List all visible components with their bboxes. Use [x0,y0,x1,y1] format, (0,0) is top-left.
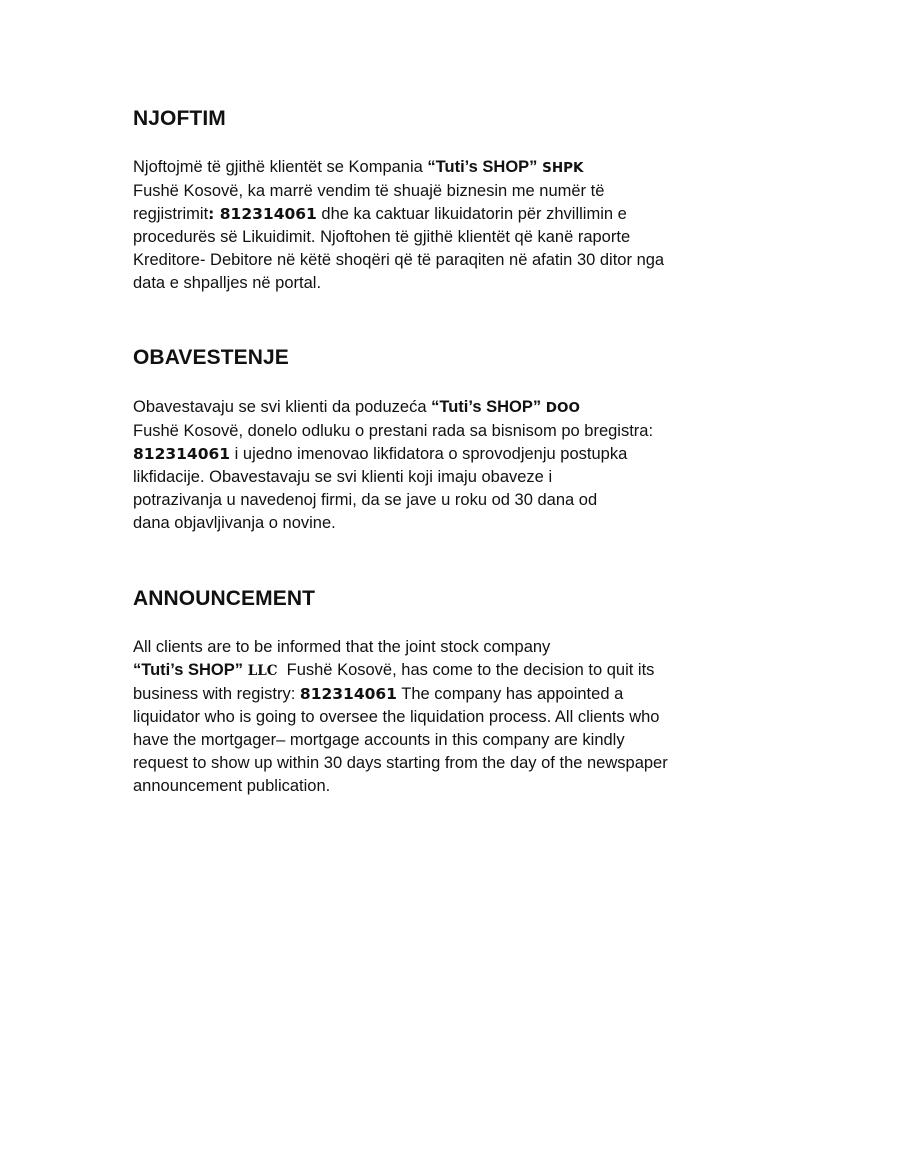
paragraph-njoftim [133,156,773,295]
text-line: have the mortgager– mortgage accounts in this company are kindly [133,731,625,749]
registry-number: : 812314061 [208,205,317,223]
paragraph-obavestenje [133,396,773,535]
registry-number: 812314061 [299,685,397,703]
text-line: Fushë Kosovë, donelo odluku o prestani rada sa bisnisom po bregistra: [133,422,654,440]
text-line: 812314061 i ujedno imenovao likfidatora o sprovodjenju postupka [133,445,628,463]
text-line: Njoftojmë të gjithë klientët se Kompania “Tuti’s SHOP” SHPK [133,158,584,176]
heading-njoftim: NJOFTIM [133,107,226,130]
text-line: announcement publication. [133,777,331,795]
text-line: Obavestavaju se svi klienti da poduzeća “Tuti’s SHOP” DOO [133,398,580,416]
text-line: “Tuti’s SHOP” LLC Fushë Kosovë, has come to the decision to quit its [133,661,655,679]
text-line: dana objavljivanja o novine. [133,514,336,532]
section-obavestenje [133,346,773,535]
text-line: business with registry: 812314061 The company has appointed a [133,685,624,703]
registry-number: 812314061 [133,445,231,463]
text-line: data e shpalljes në portal. [133,274,322,292]
text-line: Kreditore- Debitore në këtë shoqëri që të paraqiten në afatin 30 ditor nga [133,251,665,269]
text-line: likfidacije. Obavestavaju se svi klienti koji imaju obaveze i [133,468,553,486]
text-line: regjistrimit: 812314061 dhe ka caktuar likuidatorin për zhvillimin e [133,205,627,223]
section-njoftim [133,107,773,295]
paragraph-announcement [133,636,773,798]
section-announcement [133,587,773,798]
heading-obavestenje: OBAVESTENJE [133,346,289,369]
heading-announcement: ANNOUNCEMENT [133,587,316,610]
text-line: procedurës së Likuidimit. Njoftohen të gjithë klientët që kanë raporte [133,228,631,246]
text-line: All clients are to be informed that the joint stock company [133,638,551,656]
text-line: request to show up within 30 days starting from the day of the newspaper [133,754,668,772]
text-line: potrazivanja u navedenoj firmi, da se jave u roku od 30 dana od [133,491,598,509]
text-line: liquidator who is going to oversee the liquidation process. All clients who [133,708,660,726]
text-line: Fushë Kosovë, ka marrë vendim të shuajë biznesin me numër të [133,182,605,200]
